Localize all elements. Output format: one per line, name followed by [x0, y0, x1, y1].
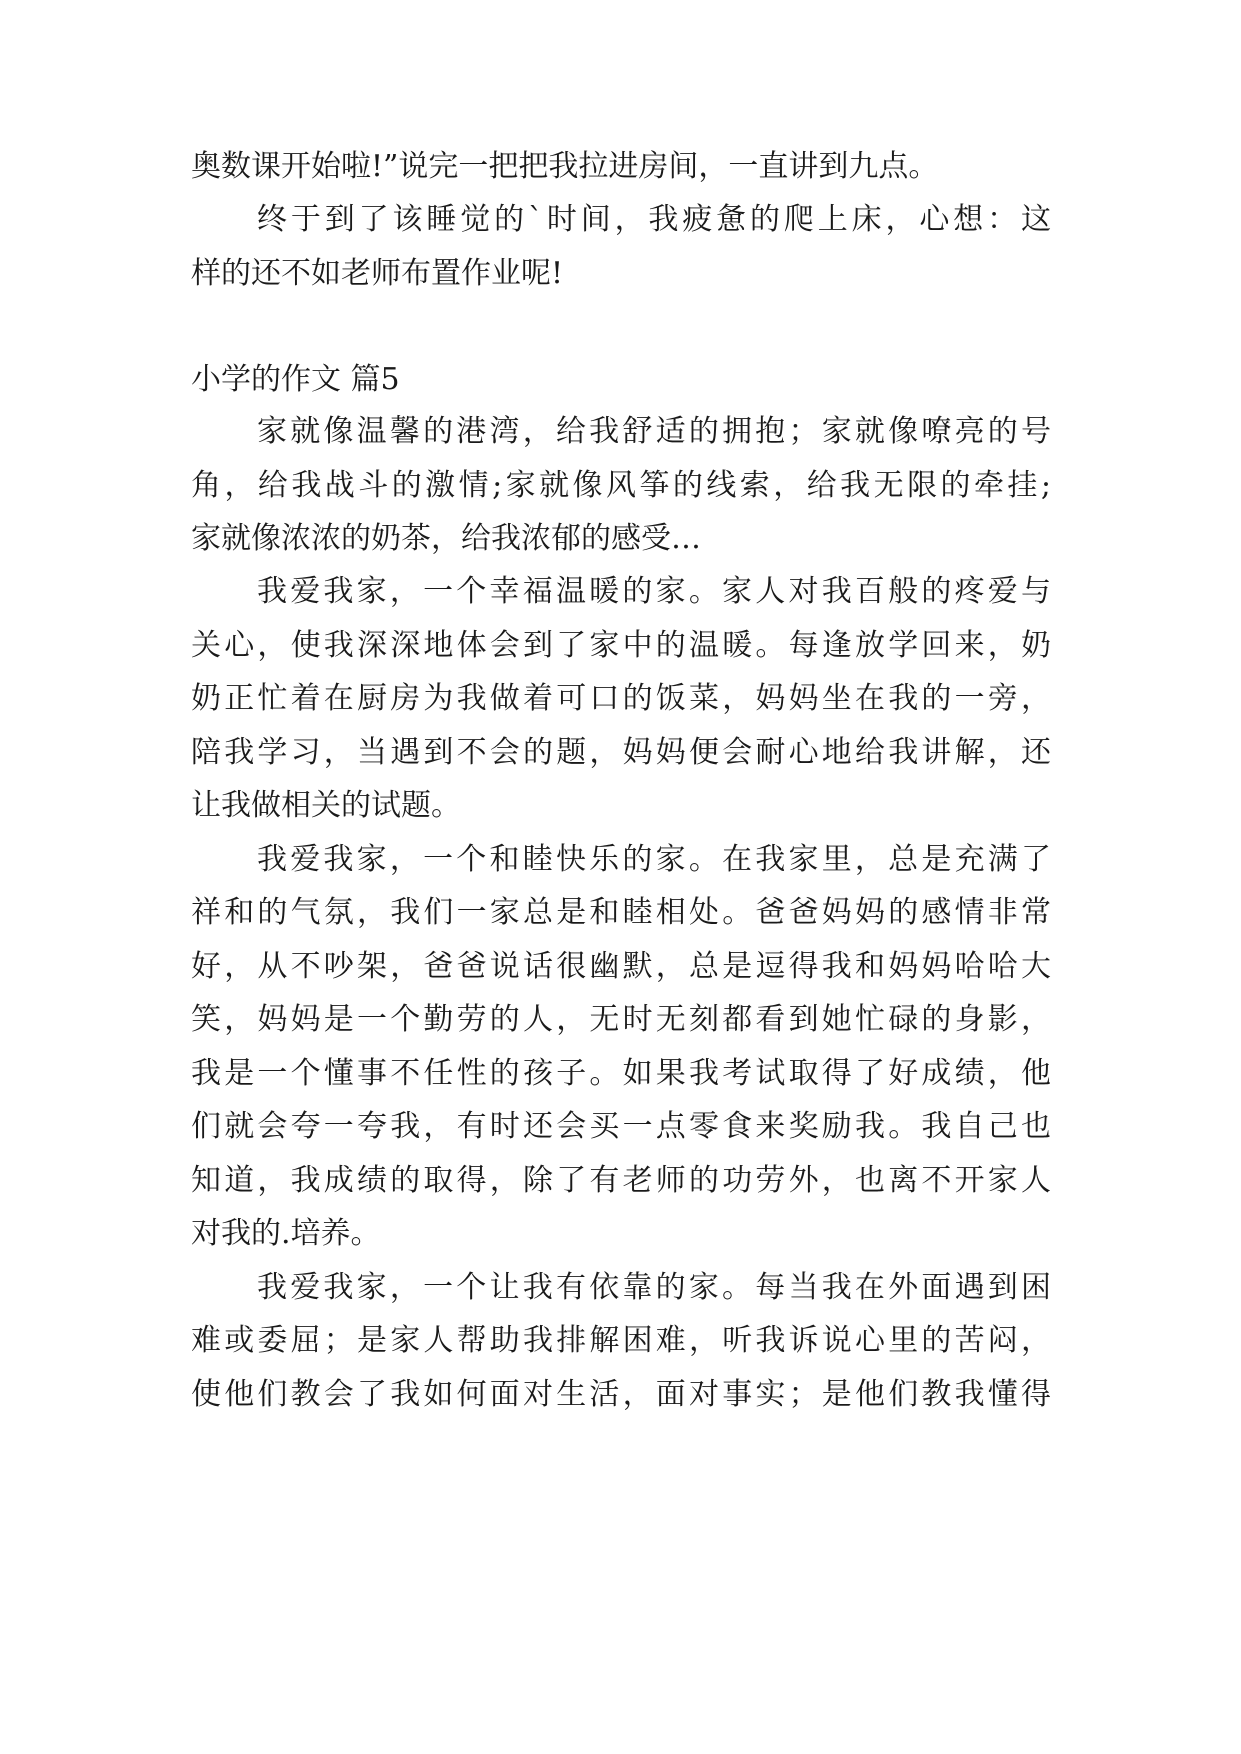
paragraph-line: 对我的.培养。	[191, 1216, 381, 1251]
paragraph-line: 我爱我家，一个幸福温暖的家。家人对我百般的疼爱与	[257, 574, 1051, 609]
text-line: 样的还不如老师布置作业呢!	[191, 256, 564, 291]
paragraph-line: 陪我学习，当遇到不会的题，妈妈便会耐心地给我讲解，还	[191, 735, 1051, 770]
paragraph-line: 让我做相关的试题。	[191, 788, 461, 823]
paragraph-line: 们就会夸一夸我，有时还会买一点零食来奖励我。我自己也	[191, 1109, 1051, 1144]
paragraph-line: 角，给我战斗的激情;家就像风筝的线索，给我无限的牵挂;	[191, 468, 1051, 503]
paragraph-line: 家就像浓浓的奶茶，给我浓郁的感受…	[191, 521, 701, 556]
paragraph-line: 笑，妈妈是一个勤劳的人，无时无刻都看到她忙碌的身影，	[191, 1002, 1051, 1037]
paragraph-line: 我爱我家，一个和睦快乐的家。在我家里，总是充满了	[257, 842, 1051, 877]
paragraph-line: 使他们教会了我如何面对生活，面对事实；是他们教我懂得	[191, 1377, 1051, 1412]
paragraph-line: 难或委屈；是家人帮助我排解困难，听我诉说心里的苦闷，	[191, 1323, 1051, 1358]
paragraph-line: 我爱我家，一个让我有依靠的家。每当我在外面遇到困	[257, 1270, 1051, 1305]
paragraph-line: 好，从不吵架，爸爸说话很幽默，总是逗得我和妈妈哈哈大	[191, 949, 1051, 984]
paragraph-line: 祥和的气氛，我们一家总是和睦相处。爸爸妈妈的感情非常	[191, 895, 1051, 930]
paragraph-line: 奶正忙着在厨房为我做着可口的饭菜，妈妈坐在我的一旁，	[191, 681, 1051, 716]
paragraph-line: 家就像温馨的港湾，给我舒适的拥抱；家就像嘹亮的号	[257, 414, 1051, 449]
text-line: 终于到了该睡觉的`时间，我疲惫的爬上床，心想：这	[257, 202, 1051, 237]
paragraph-line: 知道，我成绩的取得，除了有老师的功劳外，也离不开家人	[191, 1163, 1051, 1198]
section-title: 小学的作文 篇5	[191, 362, 400, 397]
paragraph-line: 关心，使我深深地体会到了家中的温暖。每逢放学回来，奶	[191, 628, 1051, 663]
paragraph-line: 我是一个懂事不任性的孩子。如果我考试取得了好成绩，他	[191, 1056, 1051, 1091]
text-line: 奥数课开始啦!”说完一把把我拉进房间，一直讲到九点。	[191, 149, 939, 184]
